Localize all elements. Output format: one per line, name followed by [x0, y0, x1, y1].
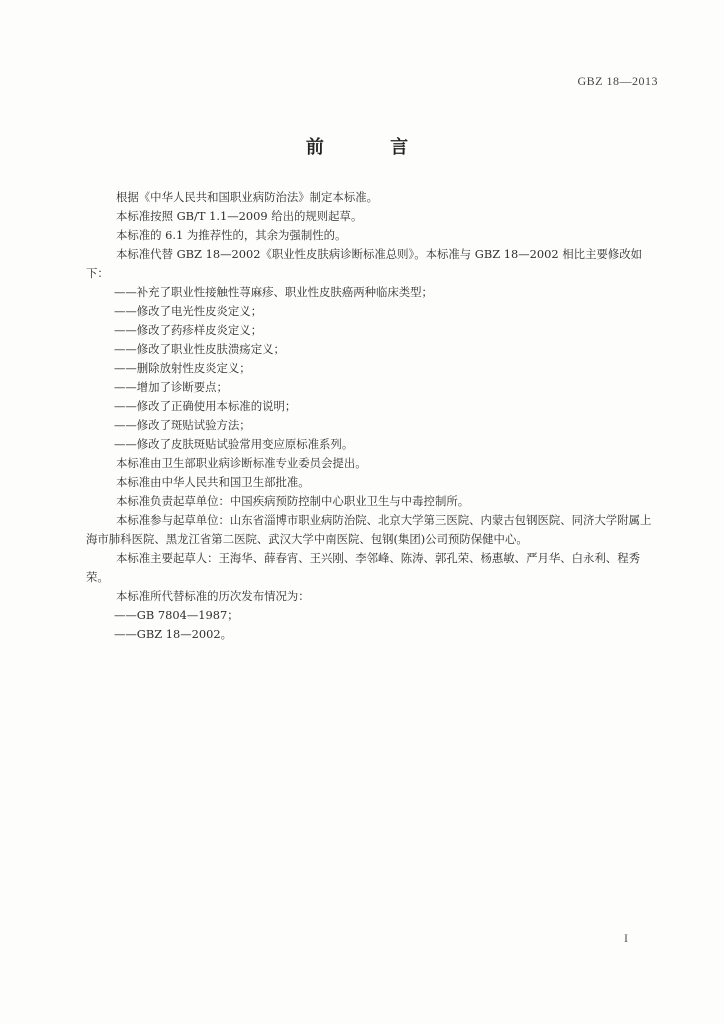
change-item: ——修改了斑贴试验方法； [114, 418, 251, 432]
standard-code: GBZ 18—2013 [577, 74, 658, 88]
paragraph-approved-by: 本标准由中华人民共和国卫生部批准。 [116, 475, 310, 489]
paragraph-basis: 根据《中华人民共和国职业病防治法》制定本标准。 [116, 190, 378, 204]
change-item: ——增加了诊断要点； [114, 380, 228, 394]
paragraph-drafters: 本标准主要起草人：王海华、薛春宵、王兴刚、李邻峰、陈涛、郭孔荣、杨惠敏、严月华、白永利、程秀荣。 [86, 551, 640, 584]
paragraph-proposed-by: 本标准由卫生部职业病诊断标准专业委员会提出。 [116, 456, 367, 470]
history-item: ——GB 7804—1987； [114, 608, 239, 622]
paragraph-recommended: 本标准的 6.1 为推荐性的，其余为强制性的。 [116, 228, 347, 242]
change-item: ——修改了正确使用本标准的说明； [114, 399, 297, 413]
paragraph-participating-units: 本标准参与起草单位：山东省淄博市职业病防治院、北京大学第三医院、内蒙古包钢医院、同济大学附属上海市肺科医院、黑龙江省第二医院、武汉大学中南医院、包钢(集团)公司预防保健中心。 [86, 513, 652, 546]
page-number: I [624, 931, 628, 945]
history-item: ——GBZ 18—2002。 [114, 627, 233, 641]
change-item: ——修改了职业性皮肤溃疡定义； [114, 342, 285, 356]
paragraph-drafting-rules: 本标准按照 GB/T 1.1—2009 给出的规则起草。 [116, 209, 363, 223]
change-item: ——删除放射性皮炎定义； [114, 361, 251, 375]
paragraph-responsible-unit: 本标准负责起草单位：中国疾病预防控制中心职业卫生与中毒控制所。 [116, 494, 470, 508]
paragraph-history: 本标准所代替标准的历次发布情况为： [116, 589, 310, 603]
change-item: ——修改了药疹样皮炎定义； [114, 323, 263, 337]
page-title: 前 言 [305, 137, 439, 158]
change-item: ——修改了电光性皮炎定义； [114, 304, 263, 318]
foreword-body [86, 188, 661, 644]
change-item: ——修改了皮肤斑贴试验常用变应原标准系列。 [114, 437, 354, 451]
change-item: ——补充了职业性接触性荨麻疹、职业性皮肤癌两种临床类型； [114, 285, 433, 299]
paragraph-replacement: 本标准代替 GBZ 18—2002《职业性皮肤病诊断标准总则》。本标准与 GBZ 18—2002 相比主要修改如下： [86, 247, 643, 280]
